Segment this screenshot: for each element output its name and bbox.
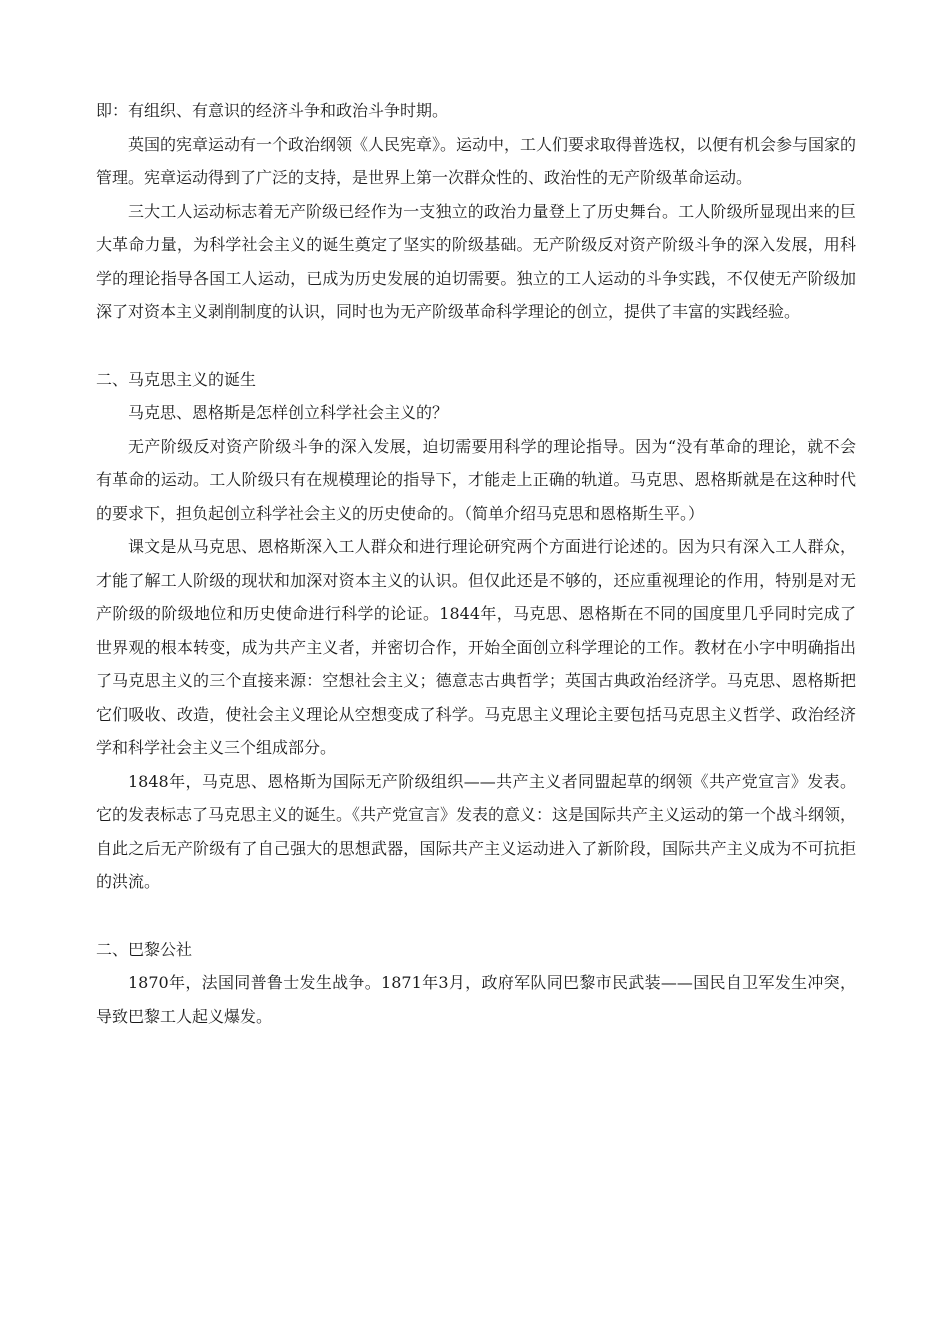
document-body — [96, 94, 856, 1033]
paragraph-three-movements: 三大工人运动标志着无产阶级已经作为一支独立的政治力量登上了历史舞台。工人阶级所显现出来的巨大革命力量，为科学社会主义的诞生奠定了坚实的阶级基础。无产阶级反对资产阶级斗争的深入发展，用科学的理论指导各国工人运动，已成为历史发展的迫切需要。独立的工人运动的斗争实践，不仅使无产阶级加深了对资本主义剥削制度的认识，同时也为无产阶级革命科学理论的创立，提供了丰富的实践经验。 — [96, 201, 856, 321]
section-heading-marxism: 二、马克思主义的诞生 — [96, 369, 257, 389]
section-heading-paris-commune: 二、巴黎公社 — [96, 939, 193, 959]
paragraph-question: 马克思、恩格斯是怎样创立科学社会主义的？ — [128, 403, 449, 422]
paragraph-1870-war: 1870年，法国同普鲁士发生战争。1871年3月，政府军队同巴黎市民武装——国民自卫军发生冲突，导致巴黎工人起义爆发。 — [96, 973, 856, 1026]
paragraph-marx-engels-work: 课文是从马克思、恩格斯深入工人群众和进行理论研究两个方面进行论述的。因为只有深入工人群众，才能了解工人阶级的现状和加深对资本主义的认识。但仅此还是不够的，还应重视理论的作用，特别是对无产阶级的阶级地位和历史使命进行科学的论证。1844年，马克思、恩格斯在不同的国度里几乎同时完成了世界观的根本转变，成为共产主义者，并密切合作，开始全面创立科学理论的工作。教材在小字中明确指出了马克思主义的三个直接来源：空想社会主义；德意志古典哲学；英国古典政治经济学。马克思、恩格斯把它们吸收、改造，使社会主义理论从空想变成了科学。马克思主义理论主要包括马克思主义哲学、政治经济学和科学社会主义三个组成部分。 — [96, 537, 856, 757]
paragraph-theory-need: 无产阶级反对资产阶级斗争的深入发展，迫切需要用科学的理论指导。因为“没有革命的理论，就不会有革命的运动。工人阶级只有在规模理论的指导下，才能走上正确的轨道。马克思、恩格斯就是在这种时代的要求下，担负起创立科学社会主义的历史使命的。（简单介绍马克思和恩格斯生平。） — [96, 436, 856, 523]
paragraph-continued: 即：有组织、有意识的经济斗争和政治斗争时期。 — [96, 101, 449, 120]
paragraph-manifesto: 1848年，马克思、恩格斯为国际无产阶级组织——共产主义者同盟起草的纲领《共产党宣言》发表。它的发表标志了马克思主义的诞生。《共产党宣言》发表的意义：这是国际共产主义运动的第一个战斗纲领，自此之后无产阶级有了自己强大的思想武器，国际共产主义运动进入了新阶段，国际共产主义成为不可抗拒的洪流。 — [96, 771, 857, 891]
paragraph-chartism: 英国的宪章运动有一个政治纲领《人民宪章》。运动中，工人们要求取得普选权，以便有机会参与国家的管理。宪章运动得到了广泛的支持，是世界上第一次群众性的、政治性的无产阶级革命运动。 — [96, 134, 857, 187]
